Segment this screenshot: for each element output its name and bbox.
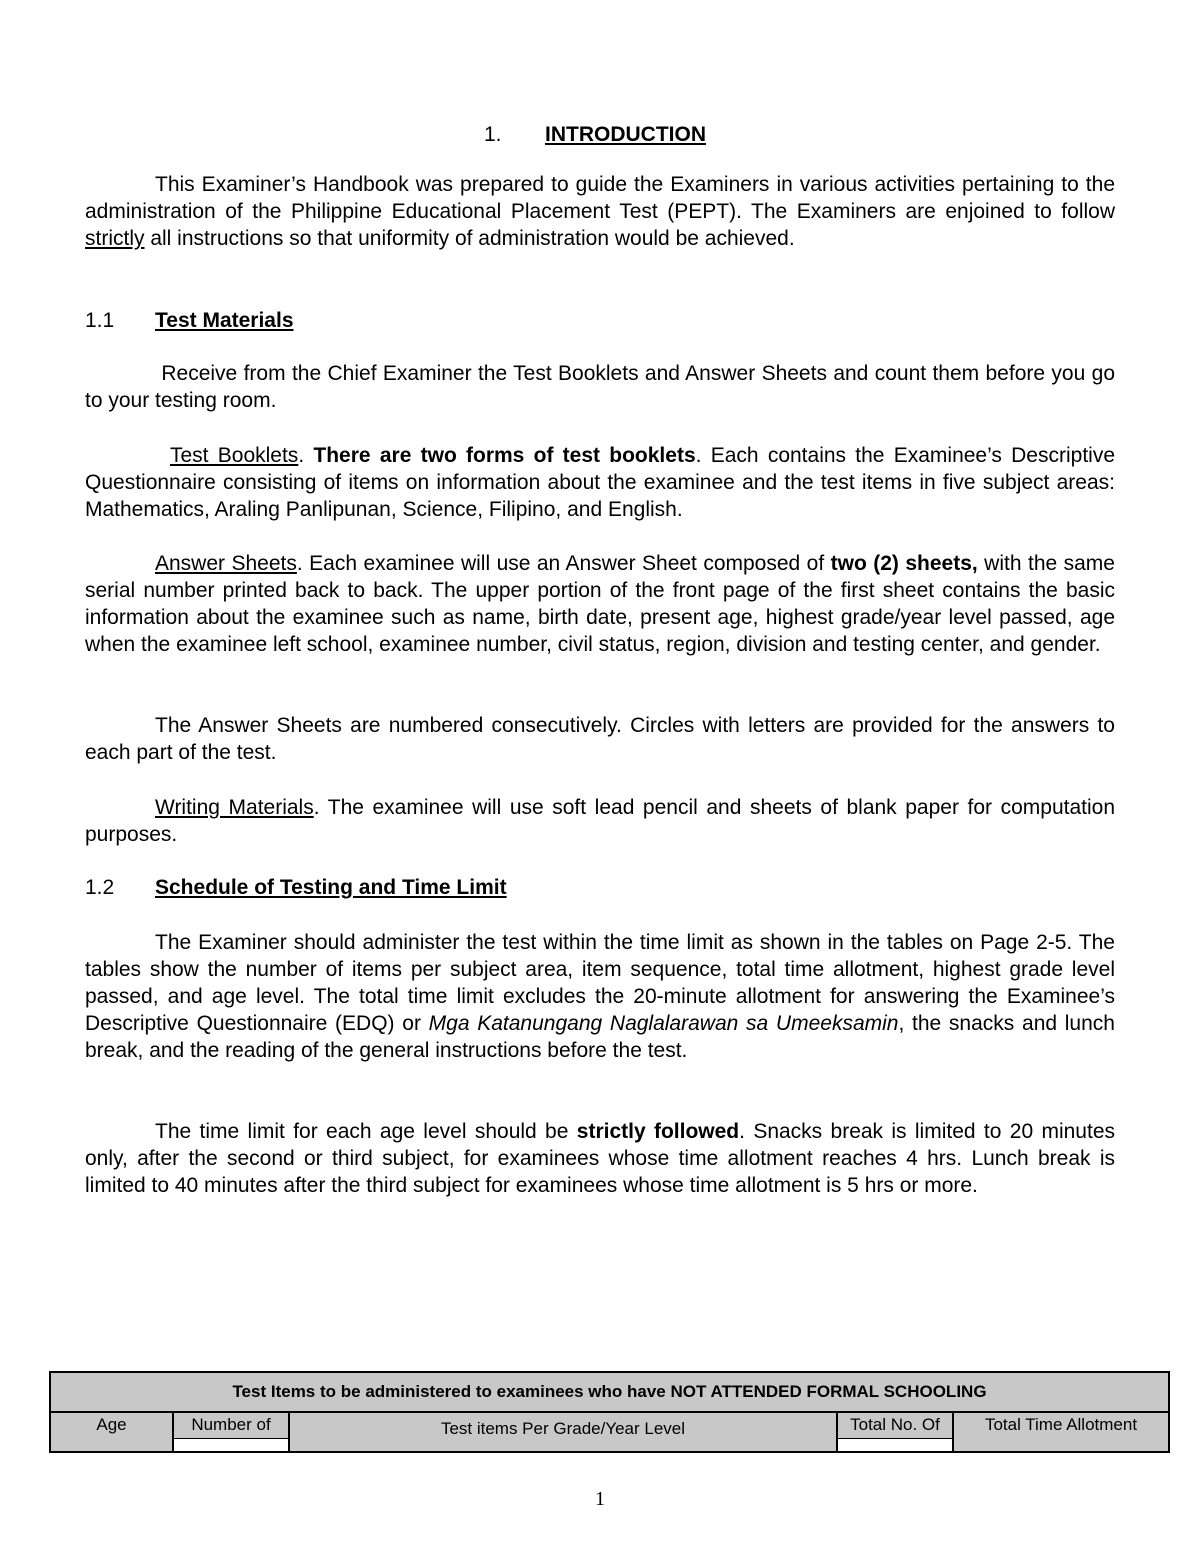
col-number-of: Number of <box>173 1412 289 1452</box>
section-1-title: INTRODUCTION <box>545 123 706 146</box>
section-1-1-number: 1.1 <box>85 309 115 332</box>
table-title-row <box>50 1372 1169 1412</box>
time-limit-paragraph: The time limit for each age level should be strictly followed. Snacks break is limited to 20 minutes only, after the second or third subject, for examinees whose time allotment reaches 4 hrs. Lunch break is limited to 40 minutes after the third subject for examinees whose time allotment is 5 hrs or more. <box>85 1120 1116 1197</box>
col-test-items: Test items Per Grade/Year Level <box>289 1412 837 1452</box>
col-age: Age <box>50 1412 173 1452</box>
numbered-paragraph: The Answer Sheets are numbered consecutively. Circles with letters are provided for the answers to each part of the test. <box>85 714 1115 764</box>
schedule-paragraph: The Examiner should administer the test within the time limit as shown in the tables on Page 2-5. The tables show the number of items per subject area, item sequence, total time allotment, highest grade level passed, and age level. The total time limit excludes the 20-minute allotment for answering the Examinee’s Descriptive Questionnaire (EDQ) or Mga Katanungang Naglalarawan sa Umeeksamin, the snacks and lunch break, and the reading of the general instructions before the test. <box>85 931 1115 1062</box>
col-total-time: Total Time Allotment <box>953 1412 1169 1452</box>
section-1-2-number: 1.2 <box>85 876 115 899</box>
section-1-number: 1. <box>484 123 502 146</box>
test-booklets-paragraph: Test Booklets. There are two forms of test booklets. Each contains the Examinee’s Descriptive Questionnaire consisting of items on information about the examinee and the test items in five subject areas: Mathematics, Araling Panlipunan, Science, Filipino, and English. <box>85 444 1115 521</box>
writing-materials-paragraph: Writing Materials. The examinee will use soft lead pencil and sheets of blank paper for computation purposes. <box>85 796 1115 846</box>
col-total-no: Total No. Of <box>837 1412 953 1452</box>
receive-paragraph: Receive from the Chief Examiner the Test Booklets and Answer Sheets and count them before you go to your testing room. <box>85 362 1115 412</box>
section-1-1-title: Test Materials <box>155 309 294 332</box>
section-1-2-title: Schedule of Testing and Time Limit <box>155 876 507 899</box>
test-items-table <box>49 1371 1170 1453</box>
table-title: Test Items to be administered to examinees who have NOT ATTENDED FORMAL SCHOOLING <box>50 1372 1169 1412</box>
answer-sheets-paragraph: Answer Sheets. Each examinee will use an Answer Sheet composed of two (2) sheets, with the same serial number printed back to back. The upper portion of the front page of the first sheet contains the basic information about the examinee such as name, birth date, present age, highest grade/year level passed, age when the examinee left school, examinee number, civil status, region, division and testing center, and gender. <box>85 552 1115 656</box>
page-number: 1 <box>595 1488 605 1510</box>
table-header-row <box>50 1412 1169 1452</box>
intro-paragraph: This Examiner’s Handbook was prepared to guide the Examiners in various activities pertaining to the administration of the Philippine Educational Placement Test (PEPT). The Examiners are enjoined to follow strictly all instructions so that uniformity of administration would be achieved. <box>85 173 1115 250</box>
